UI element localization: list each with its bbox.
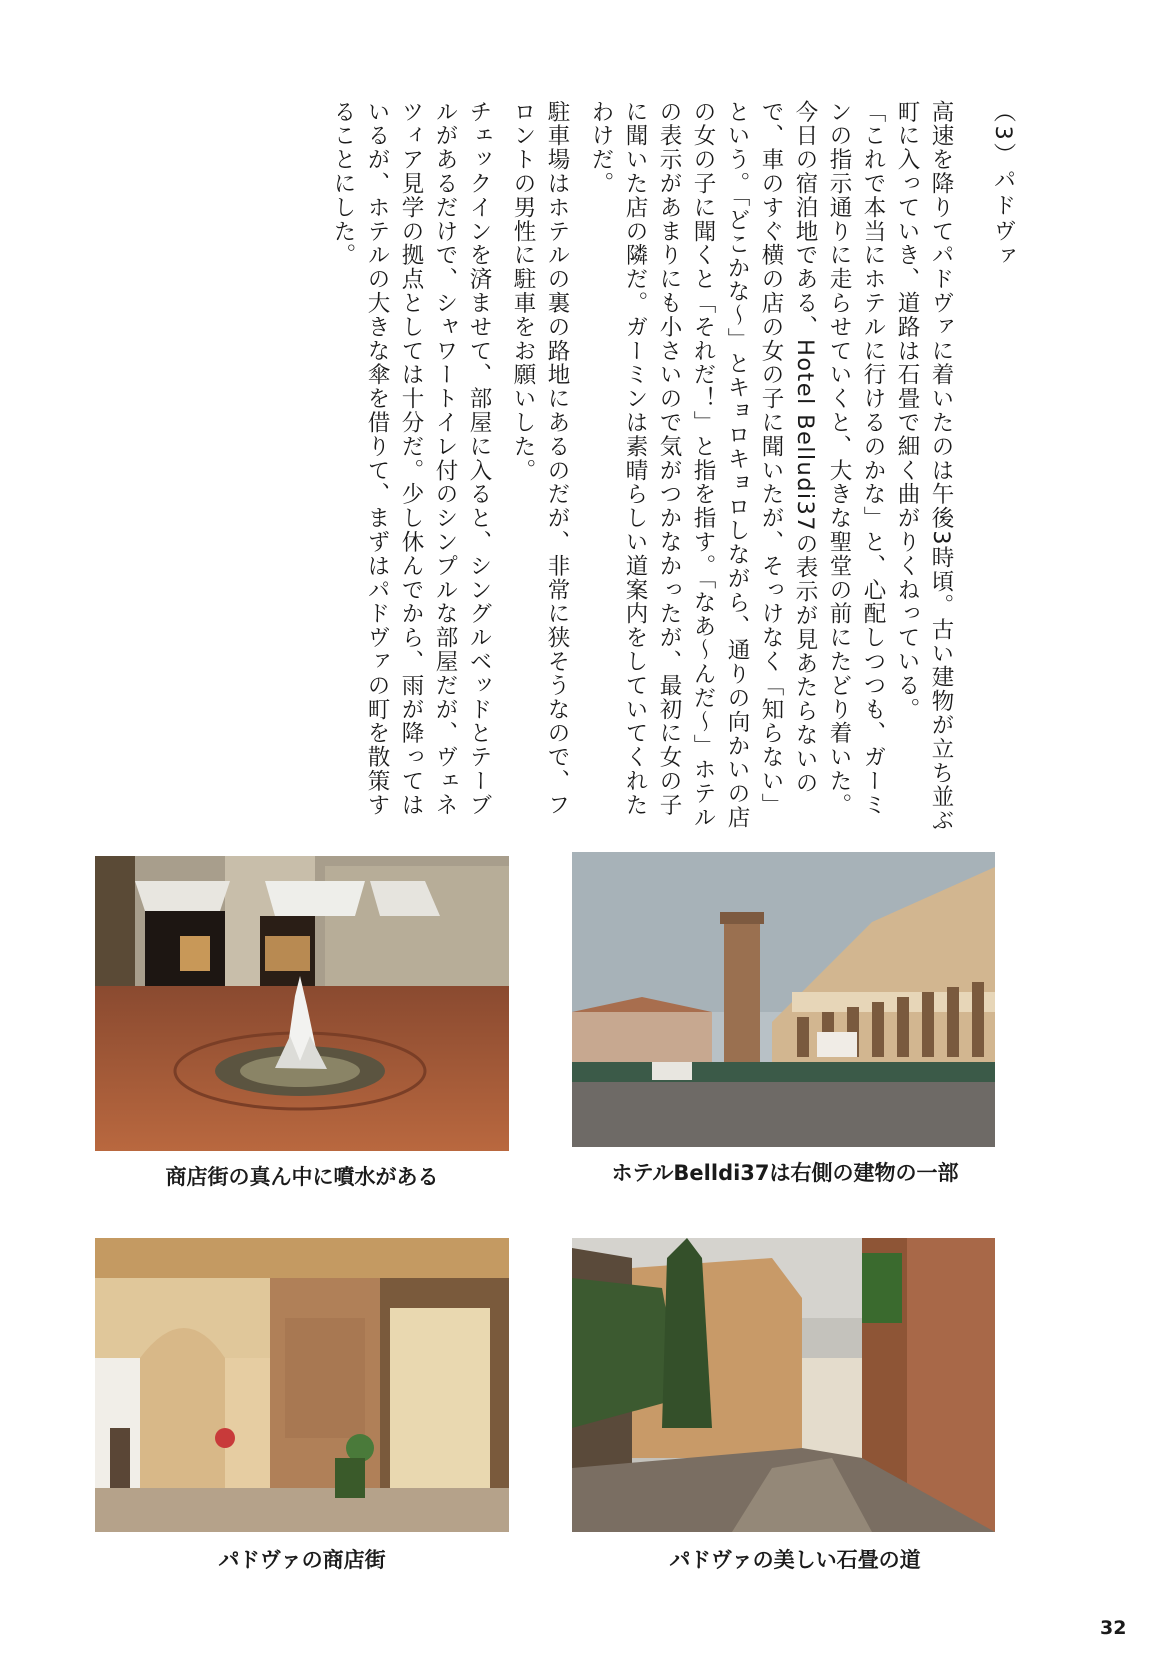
paragraph: 高速を降りてパドヴァに着いたのは午後3時頃。古い建物が立ち並ぶ町に入っていき、道路は石畳で細く曲がりくねっている。 [894,100,954,833]
paragraph: 今日の宿泊地である、Hotel Belludi37の表示が見あたらないので、車のすぐ横の店の女の子に聞いたが、そっけなく「知らない」という。「どこかな～」とキョロキョロしながら、通りの向かいの店の女の子に聞くと「それだ！」と指を指す。「なあ～んだ～」ホテルの表示があまりにも小さいので気がつかなかったが、最初に女の子に聞いた店の隣だ。ガーミンは素晴らしい道案内をしていてくれたわけだ。 [588,100,818,830]
photo-arcade [95,1238,509,1532]
paragraph: 「これで本当にホテルに行けるのかな」と、心配しつつも、ガーミンの指示通りに走らせていくと、大きな聖堂の前にたどり着いた。 [826,100,886,817]
photo-caption: パドヴァの商店街 [218,1548,386,1572]
section-heading: （3）パドヴァ [990,100,1016,271]
photo-caption: ホテルBelldi37は右側の建物の一部 [611,1161,959,1185]
photo-caption: 商店街の真ん中に噴水がある [165,1165,439,1189]
article-body [150,100,1020,840]
photo-square [572,852,995,1147]
photo-caption: パドヴァの美しい石畳の道 [669,1548,921,1572]
photo-cobblestone [572,1238,995,1532]
paragraph: 駐車場はホテルの裏の路地にあるのだが、非常に狭そうなので、フロントの男性に駐車をお願いした。 [510,100,570,817]
photo-fountain [95,856,509,1151]
paragraph: チェックインを済ませて、部屋に入ると、シングルベッドとテーブルがあるだけで、シャワートイレ付のシンプルな部屋だが、ヴェネツィア見学の拠点としては十分だ。少し休んでから、雨が降ってはいるが、ホテルの大きな傘を借りて、まずはパドヴァの町を散策することにした。 [330,100,492,817]
page-number: 32 [1100,1617,1127,1639]
